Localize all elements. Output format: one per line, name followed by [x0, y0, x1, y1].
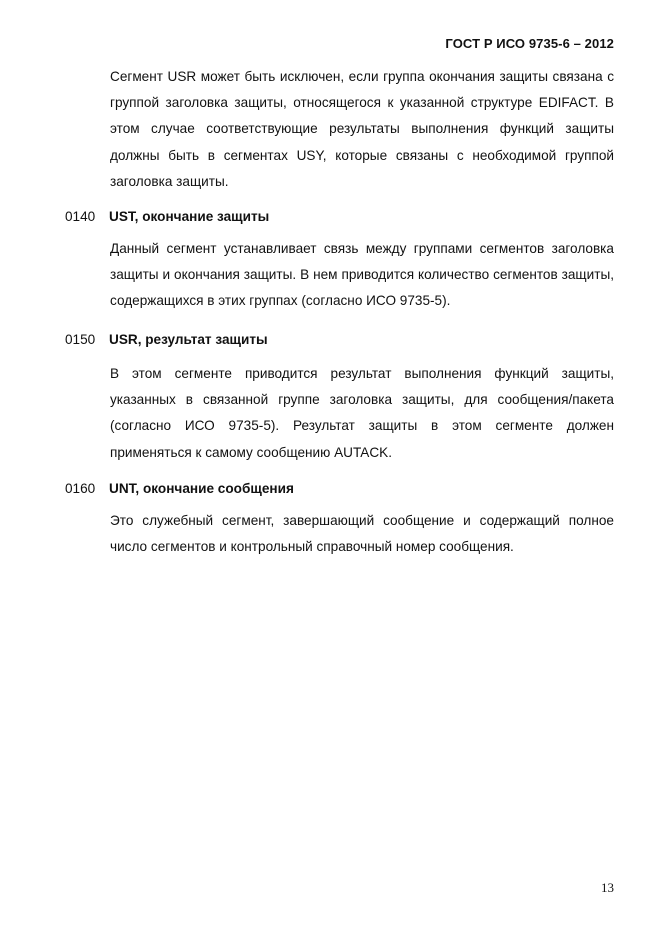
section-heading-0140: [65, 208, 269, 226]
page-number: 13: [601, 880, 614, 895]
section-text-0150: В этом сегменте приводится результат выполнения функций защиты, указанных в связанной группе заголовка защиты, для сообщения/пакета (согласно ИСО 9735-5). Результат защиты в этом сегменте должен применяться к самому сообщению AUTACK.: [110, 366, 614, 460]
section-title: UST, окончание защиты: [109, 209, 270, 224]
section-text-0140: Данный сегмент устанавливает связь между группами сегментов заголовка защиты и окончания защиты. В нем приводится количество сегментов защиты, содержащихся в этих группах (согласно ИСО 9735-5).: [110, 241, 614, 309]
document-header: ГОСТ Р ИСО 9735-6 – 2012: [445, 36, 614, 51]
section-title: USR, результат защиты: [109, 332, 268, 347]
intro-paragraph: Сегмент USR может быть исключен, если группа окончания защиты связана с группой заголовка защиты, относящегося к указанной структуре EDIFACT. В этом случае соответствующие результаты выполнения функций защиты должны быть в сегментах USY, которые связаны с необходимой группой заголовка защиты.: [110, 69, 614, 189]
section-heading-0150: [65, 331, 268, 349]
section-title: UNT, окончание сообщения: [109, 481, 294, 496]
section-text-0160: Это служебный сегмент, завершающий сообщение и содержащий полное число сегментов и контрольный справочный номер сообщения.: [110, 513, 614, 555]
section-number: 0160: [65, 481, 96, 496]
section-heading-0160: [65, 480, 294, 498]
section-number: 0140: [65, 209, 96, 224]
section-number: 0150: [65, 332, 96, 347]
